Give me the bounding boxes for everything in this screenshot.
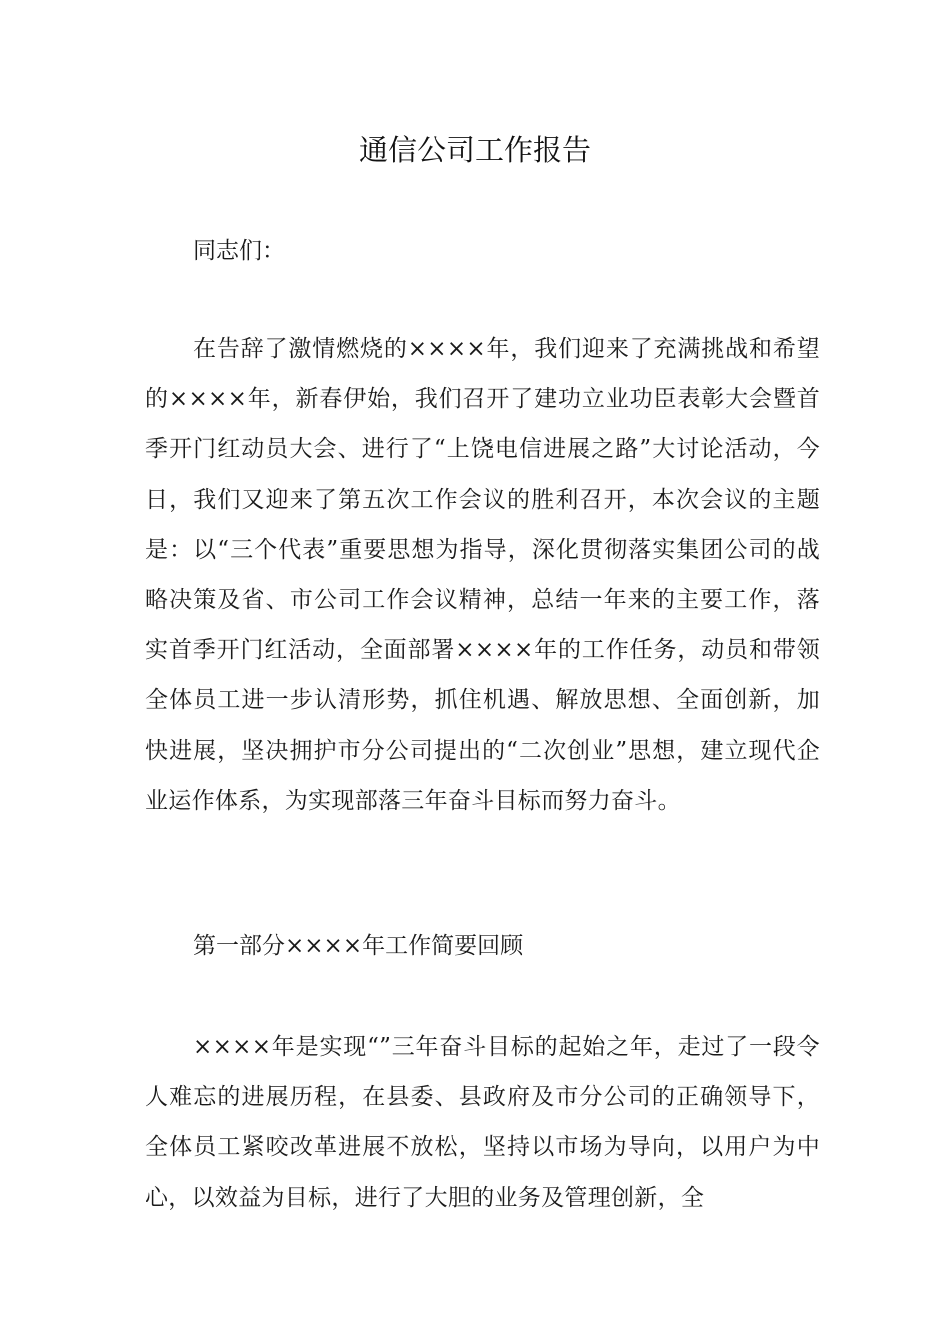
paragraph-intro: 在告辞了激情燃烧的××××年，我们迎来了充满挑战和希望的××××年，新春伊始，我们召开了建功立业功臣表彰大会暨首季开门红动员大会、进行了“上饶电信进展之路”大讨论活动，今日，我们又迎来了第五次工作会议的胜利召开，本次会议的主题是：以“三个代表”重要思想为指导，深化贯彻落实集团公司的战略决策及省、市公司工作会议精神，总结一年来的主要工作，落实首季开门红活动，全面部署××××年的工作任务，动员和带领全体员工进一步认清形势，抓住机遇、解放思想、全面创新，加快进展，坚决拥护市分公司提出的“二次创业”思想，建立现代企业运作体系，为实现部落三年奋斗目标而努力奋斗。	[145, 336, 820, 814]
salutation: 同志们：	[193, 238, 285, 264]
document-title: 通信公司工作报告	[358, 133, 591, 167]
paragraph-review: ××××年是实现“”三年奋斗目标的起始之年，走过了一段令人难忘的进展历程，在县委、县政府及市分公司的正确领导下，全体员工紧咬改革进展不放松，坚持以市场为导向，以用户为中心，以效益为目标，进行了大胆的业务及管理创新，全	[145, 1034, 820, 1211]
section-heading: 第一部分××××年工作简要回顾	[193, 933, 524, 959]
